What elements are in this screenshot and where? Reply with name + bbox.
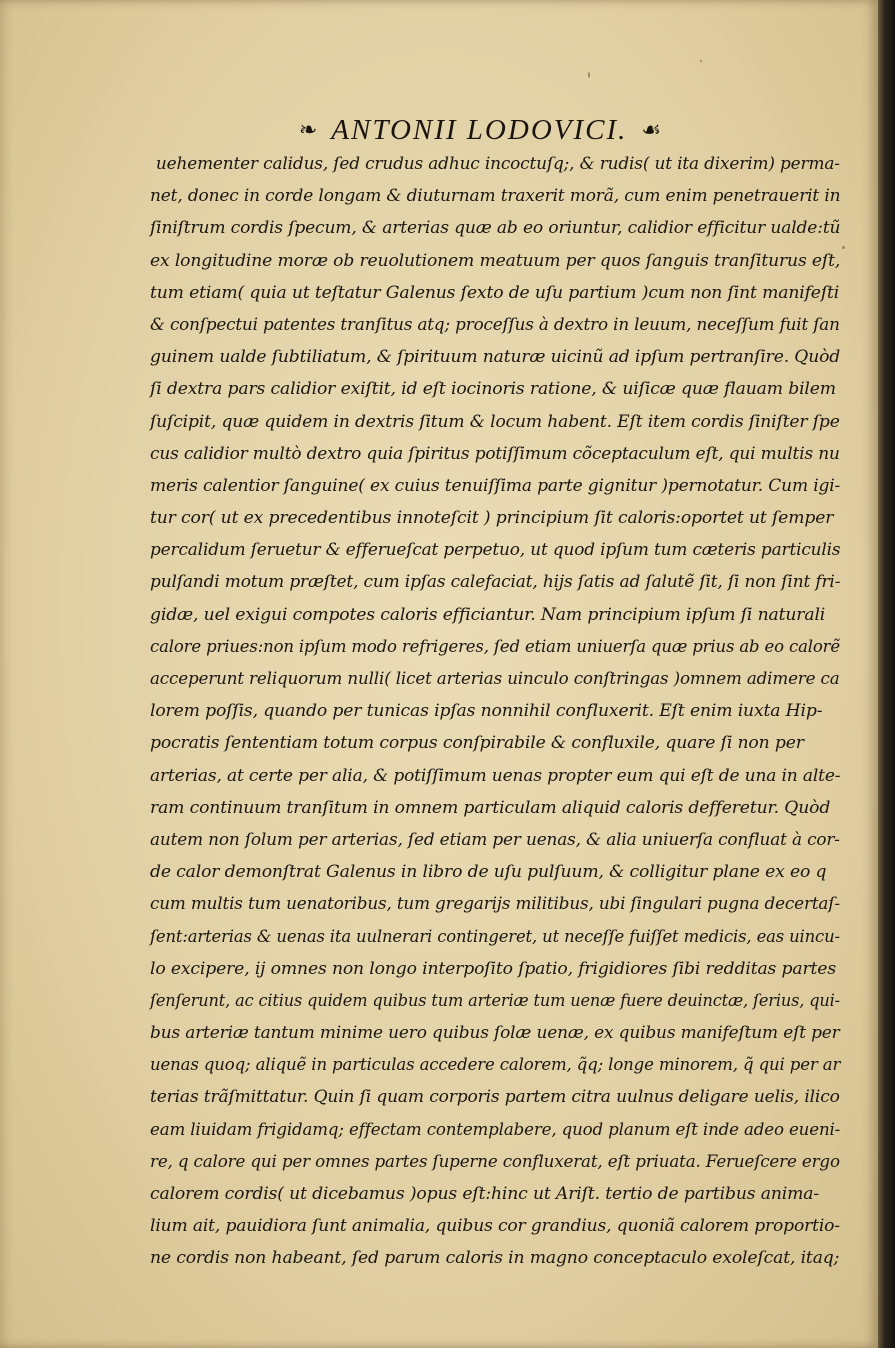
text-line: calore priues:non ipſum modo refrigeres, ſed etiam uniuerſa quæ prius ab eo calorẽ (150, 636, 840, 657)
text-line: meris calentior ſanguine( ex cuius tenuiſſima parte gignitur )pernotatur. Cum igi- (150, 475, 841, 496)
text-line: cum multis tum uenatoribus, tum gregarijs militibus, ubi ſingulari pugna decertaſ- (150, 894, 840, 915)
text-line: lium ait, pauidiora ſunt animalia, quibus cor grandius, quoniã calorem proportio- (150, 1216, 840, 1237)
text-line: uenas quoq; aliquẽ in particulas accedere calorem, q̃q; longe minorem, q̃ qui per ar (150, 1055, 841, 1076)
text-line: lorem poſſis, quando per tunicas ipſas nonnihil confluxerit. Eſt enim iuxta Hip- (150, 701, 823, 722)
text-line: tur cor( ut ex precedentibus innoteſcit ) principium ſit caloris:oportet ut ſemper (150, 508, 834, 529)
page-header (240, 108, 720, 152)
text-line: ſiniſtrum cordis ſpecum, & arterias quæ ab eo oriuntur, calidior efficitur ualde:tũ (150, 218, 841, 239)
text-line: ex longitudine moræ ob reuolutionem meatuum per quos ſanguis tranſiturus eſt, (150, 250, 841, 271)
text-line: autem non ſolum per arterias, ſed etiam per uenas, & alia uniuerſa confluat à cor- (150, 829, 840, 850)
text-line: ſent:arterias & uenas ita uulnerari contingeret, ut neceſſe fuiſſet medicis, eas uincu- (150, 926, 840, 947)
text-line: arterias, at certe per alia, & potiſſimum uenas propter eum qui eſt de una in alte- (150, 765, 841, 786)
text-line: terias trãſmittatur. Quin ſi quam corporis partem citra uulnus deligare uelis, ilico (150, 1087, 840, 1108)
body-text (150, 148, 840, 1275)
text-line: & conſpectui patentes tranſitus atq; proceſſus à dextro in leuum, neceſſum fuit ſan (150, 314, 840, 335)
running-head: ANTONII LODOVICI. (331, 113, 628, 146)
text-line: eam liuidam frigidamq; effectam contemplabere, quod planum eſt inde adeo eueni- (150, 1119, 841, 1140)
text-line: calorem cordis( ut dicebamus )opus eſt:hinc ut Ariſt. tertio de partibus anima- (150, 1184, 819, 1204)
text-line: ſuſcipit, quæ quidem in dextris ſitum & locum habent. Eſt item cordis ſiniſter ſpe (150, 411, 840, 432)
text-line: gidæ, uel exigui compotes caloris efficiantur. Nam principium ipſum ſi naturali (150, 604, 826, 625)
text-line: lo excipere, ij omnes non longo interpoſito ſpatio, frigidiores ſibi redditas partes (150, 958, 837, 979)
paper-speck (700, 60, 702, 62)
text-line: pulſandi motum præſtet, cum ipſas calefaciat, hijs ſatis ad ſalutẽ ſit, ſi non ſint fri- (150, 572, 841, 593)
text-line: pocratis ſententiam totum corpus conſpirabile & confluxile, quare ſi non per (150, 733, 804, 754)
right-ornament-icon: ☙ (641, 117, 662, 142)
text-line: tum etiam( quia ut teſtatur Galenus ſexto de uſu partium )cum non ſint manifeſti (150, 282, 840, 303)
text-line: percalidum ſeruetur & efferueſcat perpetuo, ut quod ipſum tum cæteris particulis (150, 540, 841, 561)
text-line: acceperunt reliquorum nulli( licet arterias uinculo conſtringas )omnem adimere ca (150, 669, 840, 689)
text-line: cus calidior multò dextro quia ſpiritus potiſſimum cõceptaculum eſt, qui multis nu (150, 443, 840, 464)
left-ornament-icon: ❧ (298, 117, 318, 142)
text-line: ram continuum tranſitum in omnem particulam aliquid caloris defferetur. Quòd (150, 797, 831, 818)
text-line: de calor demonſtrat Galenus in libro de uſu pulſuum, & colligitur plane ex eo q (150, 862, 827, 883)
text-line: guinem ualde ſubtiliatum, & ſpirituum naturæ uicinũ ad ipſum pertranſire. Quòd (150, 347, 841, 368)
text-line: ne cordis non habeant, ſed parum caloris in magno conceptaculo exoleſcat, itaq; (150, 1248, 840, 1269)
text-line: bus arteriæ tantum minime uero quibus ſolæ uenæ, ex quibus manifeſtum eſt per (150, 1023, 840, 1044)
book-edge (878, 0, 895, 1348)
text-line: re, q calore qui per omnes partes ſuperne confluxerat, eſt priuata. Ferueſcere ergo (150, 1151, 840, 1172)
text-line: uehementer calidus, ſed crudus adhuc incoctuſq;, & rudis( ut ita dixerim) perma- (155, 154, 840, 174)
paper-speck (842, 246, 845, 249)
text-line: net, donec in corde longam & diuturnam traxerit morã, cum enim penetrauerit in (150, 186, 841, 207)
paper-speck (588, 72, 590, 78)
text-line: ſenſerunt, ac citius quidem quibus tum arteriæ tum uenæ fuere deuinctæ, ſerius, qui- (150, 990, 840, 1011)
text-line: ſi dextra pars calidior exiſtit, id eſt iocinoris ratione, & uiſicæ quæ flauam bilem (150, 379, 836, 400)
